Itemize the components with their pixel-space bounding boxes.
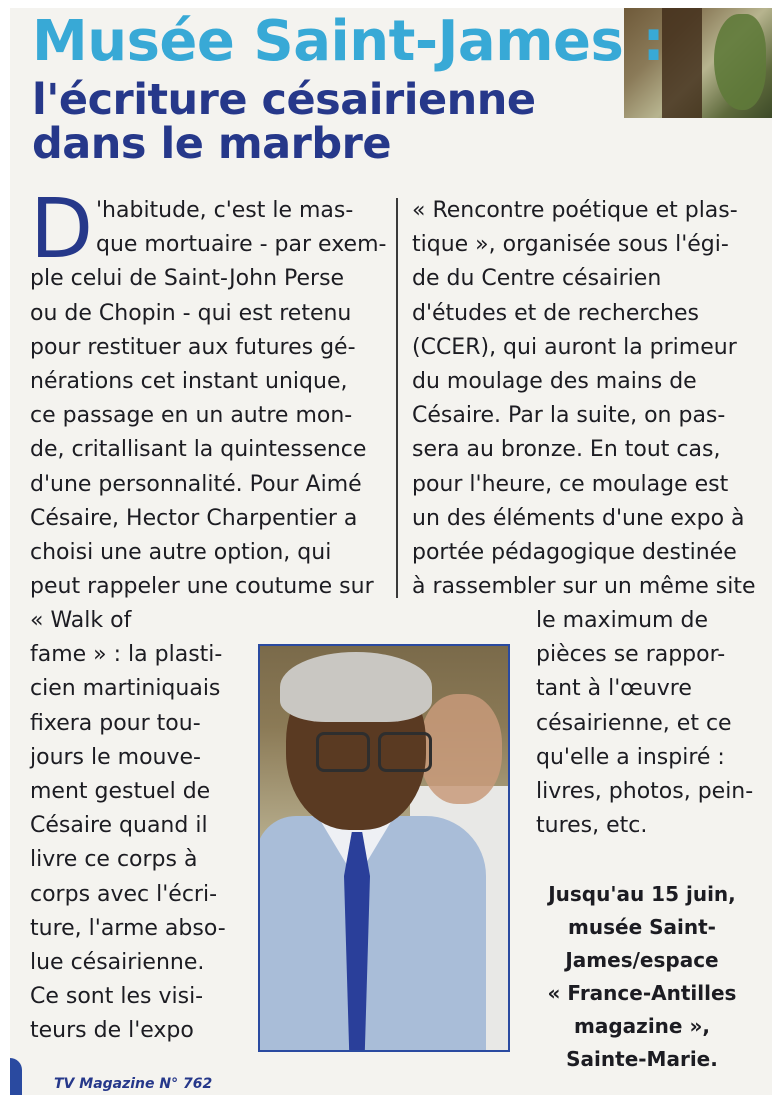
body-line: d'une personnalité. Pour Aimé xyxy=(30,471,362,497)
body-line: lue césairienne. xyxy=(30,950,205,976)
body-line: ture, l'arme abso- xyxy=(30,915,226,941)
body-line: cien martiniquais xyxy=(30,676,221,702)
body-line: « Rencontre poétique et plas- xyxy=(412,198,738,223)
body-line: à rassembler sur un même site xyxy=(412,574,756,600)
article-lower-left xyxy=(30,604,226,1049)
tree-trunk-shape xyxy=(662,8,702,118)
body-line: pour l'heure, ce moulage est xyxy=(412,471,729,497)
foliage-shape xyxy=(714,14,766,110)
headline-line-1: Musée Saint-James : xyxy=(32,9,665,74)
body-line: un des éléments d'une expo à xyxy=(412,505,745,531)
body-line: ple celui de Saint-John Perse xyxy=(30,266,345,292)
page-edge-tab xyxy=(10,1058,22,1095)
body-line: du moulage des mains de xyxy=(412,369,697,395)
body-line: fame » : la plasti- xyxy=(30,642,223,668)
body-line: ou de Chopin - qui est retenu xyxy=(30,300,352,326)
column-divider xyxy=(396,198,398,598)
body-line: jours le mouve- xyxy=(30,744,201,770)
body-line: tique », organisée sous l'égi- xyxy=(412,232,729,258)
caption-line: Jusqu'au 15 juin, xyxy=(548,882,736,906)
headline-line-3: dans le marbre xyxy=(32,119,392,169)
body-line: teurs de l'expo xyxy=(30,1018,194,1044)
body-line: portée pédagogique destinée xyxy=(412,540,737,566)
body-line: « Walk of xyxy=(30,608,132,633)
body-line: nérations cet instant unique, xyxy=(30,369,348,395)
article-lower-right xyxy=(536,604,753,843)
article-left-column xyxy=(30,182,387,604)
eyeglasses-icon xyxy=(316,732,436,770)
body-line: de, critallisant la quintessence xyxy=(30,437,367,463)
body-line: choisi une autre option, qui xyxy=(30,540,332,566)
body-line: peut rappeler une coutume sur xyxy=(30,574,374,600)
body-line: césairienne, et ce xyxy=(536,710,732,736)
body-line: d'études et de recherches xyxy=(412,300,699,326)
body-line: Césaire. Par la suite, on pas- xyxy=(412,403,726,429)
body-line: pièces se rappor- xyxy=(536,642,726,668)
portrait-photo xyxy=(258,644,510,1052)
body-line: corps avec l'écri- xyxy=(30,881,218,907)
headline-line-2-3 xyxy=(32,75,536,169)
body-line: sera au bronze. En tout cas, xyxy=(412,437,721,463)
headline-line-2: l'écriture césairienne xyxy=(32,75,536,125)
drop-cap: D xyxy=(30,182,94,277)
caption-line: « France-Antilles xyxy=(547,981,737,1005)
body-line: livre ce corps à xyxy=(30,847,198,873)
body-line: 'habitude, c'est le mas- xyxy=(96,198,354,223)
body-line: que mortuaire - par exem- xyxy=(96,232,387,258)
body-line: Ce sont les visi- xyxy=(30,984,204,1010)
body-line: ment gestuel de xyxy=(30,779,211,805)
caption-line: James/espace xyxy=(565,948,719,972)
hair-shape xyxy=(280,652,432,722)
caption-line: musée Saint- xyxy=(568,915,716,939)
body-line: le maximum de xyxy=(536,608,708,633)
caption-line: Sainte-Marie. xyxy=(566,1047,718,1071)
caption-line: magazine », xyxy=(574,1014,710,1038)
body-line: (CCER), qui auront la primeur xyxy=(412,334,737,360)
body-line: Césaire, Hector Charpentier a xyxy=(30,505,358,531)
body-line: Césaire quand il xyxy=(30,813,208,839)
body-line: tant à l'œuvre xyxy=(536,676,692,702)
body-line: tures, etc. xyxy=(536,813,648,839)
body-line: livres, photos, pein- xyxy=(536,779,754,805)
body-line: de du Centre césairien xyxy=(412,266,662,292)
magazine-page xyxy=(10,8,772,1095)
body-line: ce passage en un autre mon- xyxy=(30,403,353,429)
body-line: pour restituer aux futures gé- xyxy=(30,334,356,360)
event-caption xyxy=(516,878,768,1076)
body-line: qu'elle a inspiré : xyxy=(536,744,725,770)
body-line: fixera pour tou- xyxy=(30,710,201,736)
page-footer: TV Magazine N° 762 xyxy=(54,1076,213,1092)
article-right-column xyxy=(412,194,762,604)
